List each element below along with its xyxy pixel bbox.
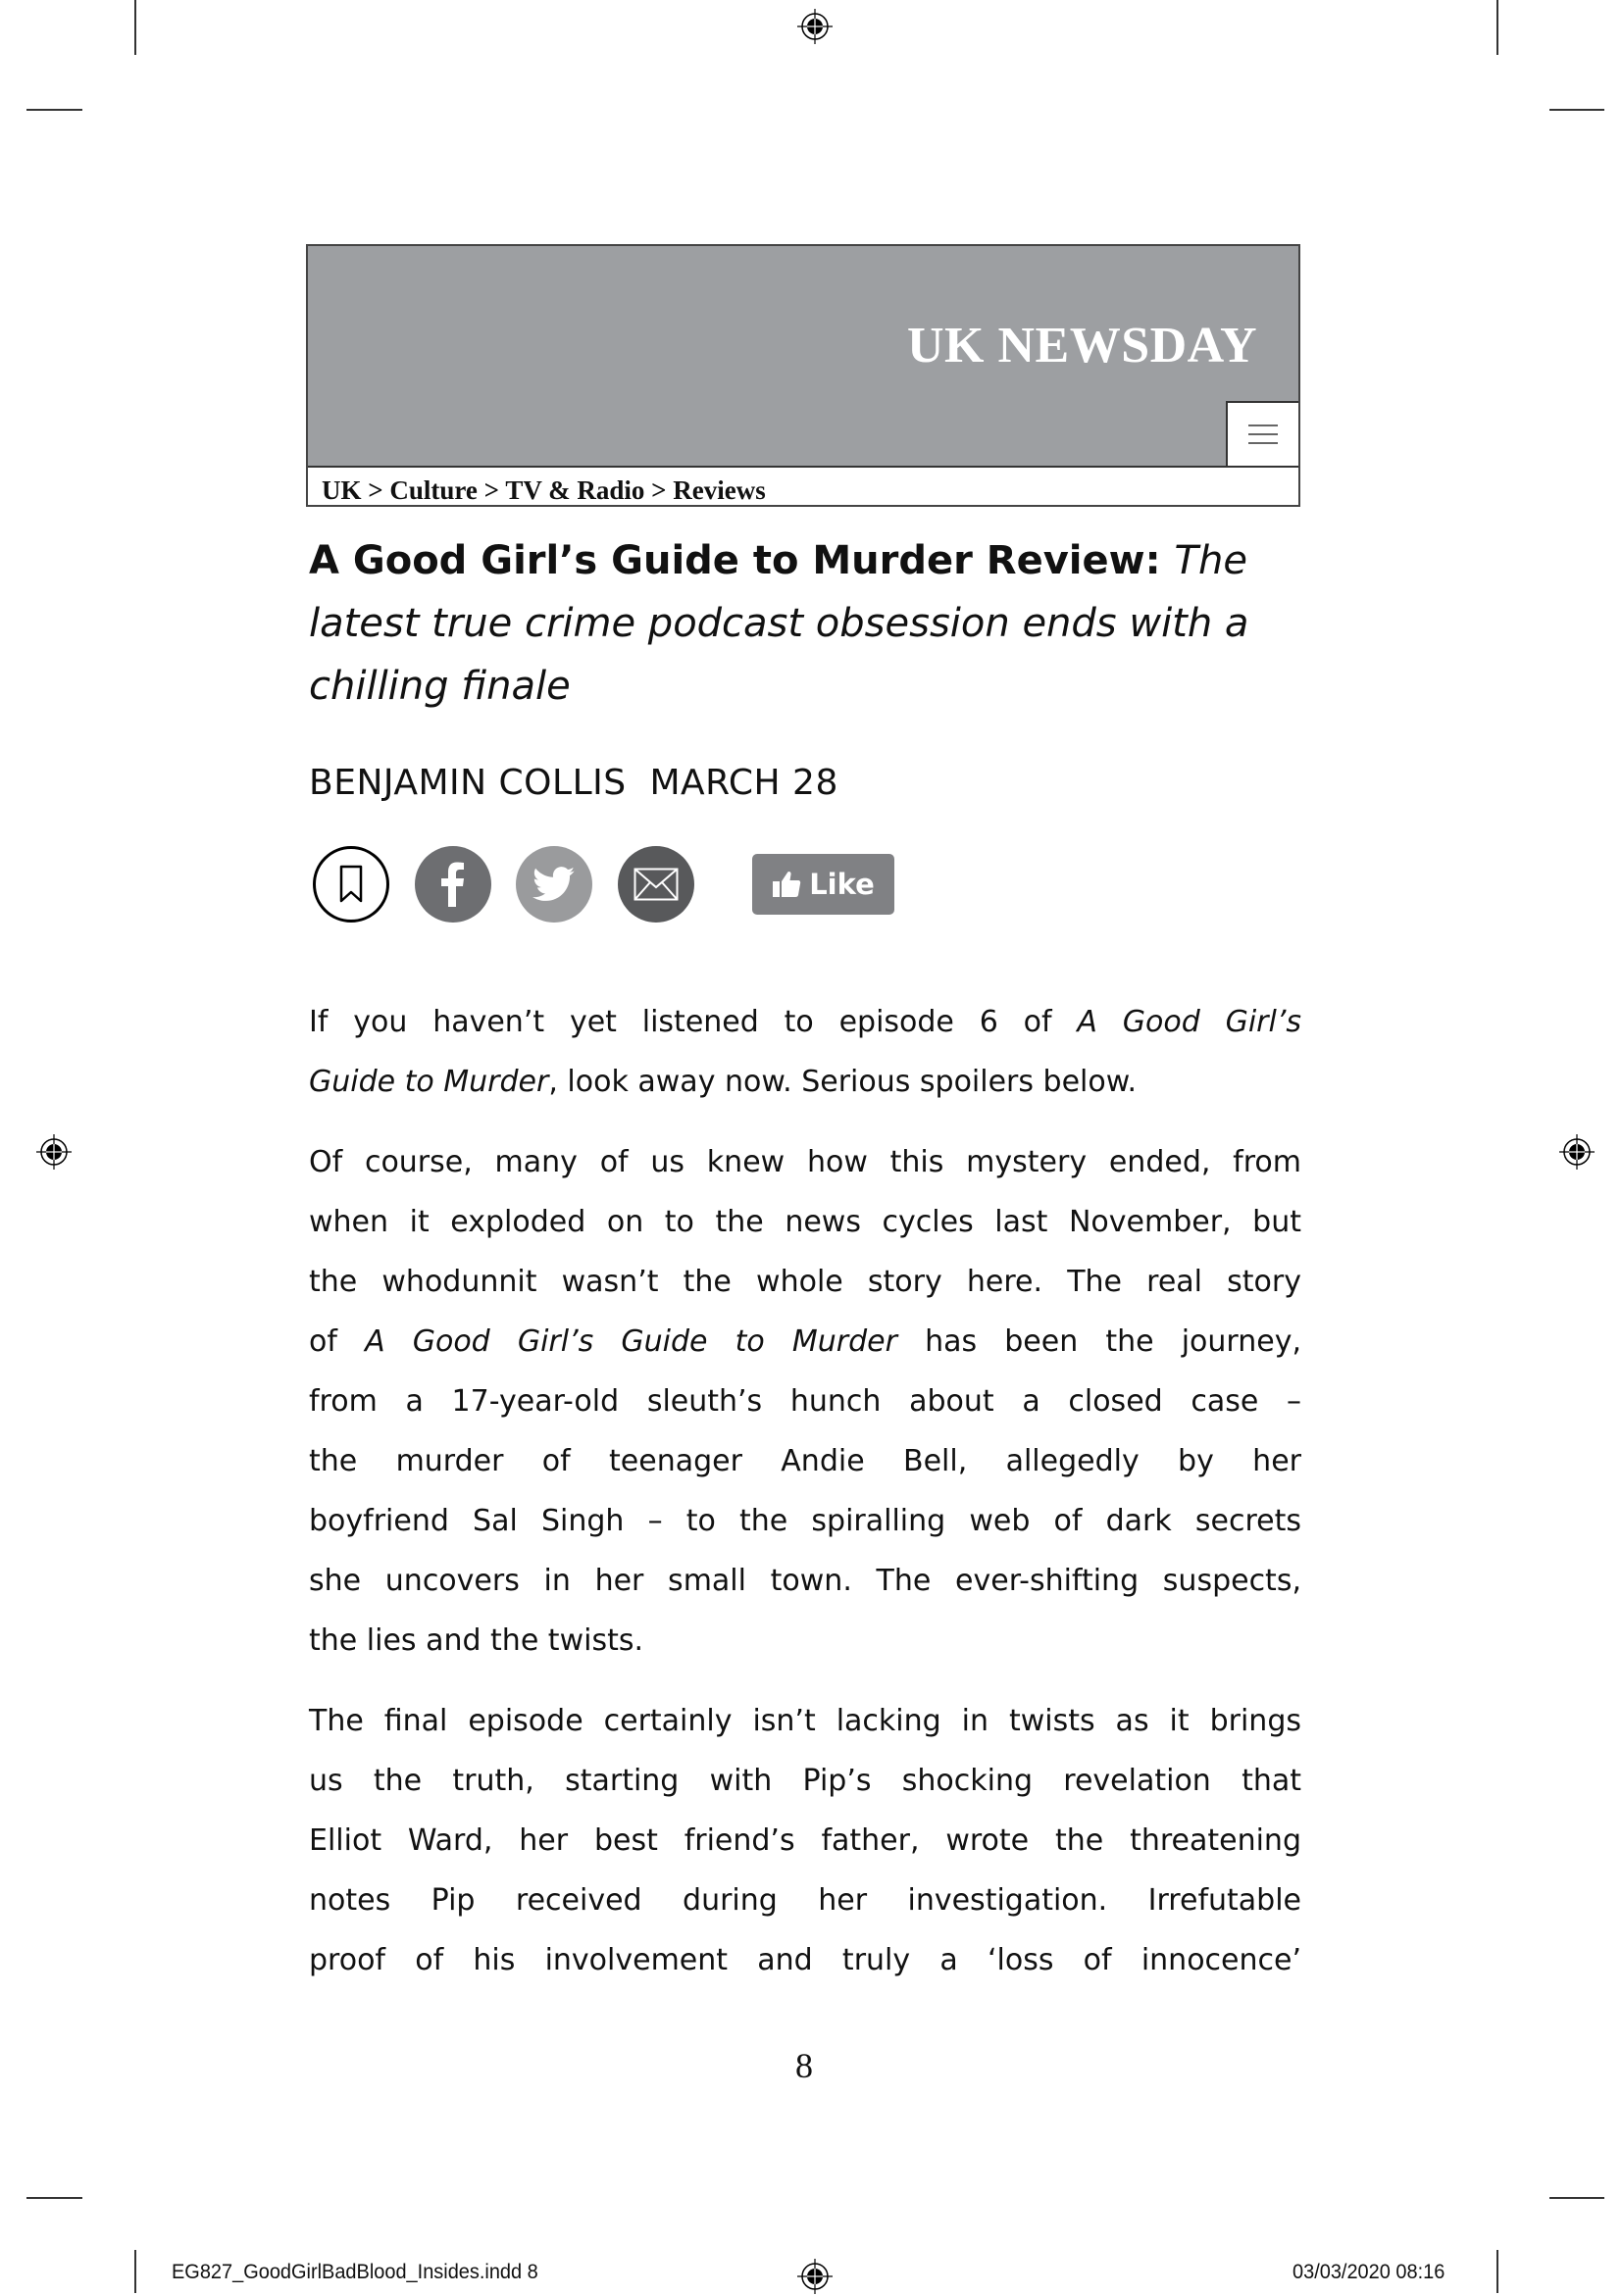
title-subtitle: chilling finale — [309, 664, 571, 709]
text-line — [309, 1372, 1301, 1431]
file-slug: EG827_GoodGirlBadBlood_Insides.indd 8 — [172, 2261, 538, 2283]
masthead-banner — [308, 246, 1298, 468]
text-segment: If you haven’t yet listened to episode 6 of — [309, 1005, 1078, 1039]
crop-mark — [1549, 2197, 1604, 2199]
twitter-share-button[interactable] — [516, 846, 592, 923]
print-datetime: 03/03/2020 08:16 — [1293, 2261, 1445, 2283]
title-reference: A Good Girl’s — [1077, 1005, 1301, 1039]
text-segment: the lies and the twists. — [309, 1623, 644, 1658]
bookmark-icon — [338, 865, 364, 904]
article-body — [309, 992, 1301, 2011]
text-segment: boyfriend Sal Singh – to the spiralling web of dark secrets — [309, 1504, 1301, 1538]
text-line — [309, 1431, 1301, 1491]
text-line — [309, 1871, 1301, 1930]
text-segment: from a 17-year-old sleuth’s hunch about a closed case – — [309, 1384, 1301, 1419]
twitter-icon — [532, 867, 576, 902]
title-reference: A Good Girl’s Guide to Murder — [365, 1324, 897, 1359]
text-line — [309, 1611, 1301, 1671]
title-reference: Guide to Murder — [309, 1065, 549, 1099]
email-icon — [634, 868, 679, 901]
hamburger-icon — [1248, 424, 1278, 445]
thumbs-up-icon — [772, 870, 801, 899]
text-line — [309, 1132, 1301, 1192]
text-line — [309, 1052, 1301, 1112]
text-segment: The final episode certainly isn’t lacking in twists as it brings — [309, 1704, 1301, 1738]
breadcrumb-separator: > — [483, 475, 500, 505]
text-line — [309, 1252, 1301, 1312]
menu-button[interactable] — [1226, 401, 1298, 466]
crop-mark — [134, 0, 136, 55]
like-button[interactable] — [752, 854, 894, 915]
text-line — [309, 992, 1301, 1052]
breadcrumb — [322, 475, 766, 506]
breadcrumb-culture[interactable]: Culture — [389, 475, 478, 505]
text-line — [309, 1691, 1301, 1751]
text-segment: has been the journey, — [896, 1324, 1301, 1359]
page-number: 8 — [795, 2046, 813, 2085]
text-line — [309, 1551, 1301, 1611]
text-line — [309, 1930, 1301, 1990]
registration-mark-icon — [795, 2257, 835, 2296]
title-subtitle: latest true crime podcast obsession ends with a — [309, 601, 1249, 646]
breadcrumb-uk[interactable]: UK — [322, 475, 362, 505]
crop-mark — [134, 2250, 136, 2293]
crop-mark — [26, 109, 82, 111]
title-line — [309, 655, 1309, 718]
crop-mark — [1496, 0, 1498, 55]
site-logo[interactable]: UK NEWSDAY — [906, 318, 1257, 374]
text-line — [309, 1312, 1301, 1372]
text-segment: Of course, many of us knew how this mystery ended, from — [309, 1145, 1301, 1179]
text-segment: proof of his involvement and truly a ‘loss of innocence’ — [309, 1943, 1301, 1977]
text-segment: when it exploded on to the news cycles last November, but — [309, 1205, 1301, 1239]
text-line — [309, 1192, 1301, 1252]
breadcrumb-separator: > — [651, 475, 667, 505]
paragraph — [309, 992, 1301, 1112]
crop-mark — [1496, 2250, 1498, 2293]
text-segment: she uncovers in her small town. The ever-shifting suspects, — [309, 1564, 1301, 1598]
text-segment: of — [309, 1324, 366, 1359]
article-title — [309, 529, 1309, 718]
author-name[interactable]: BENJAMIN COLLIS — [309, 763, 627, 803]
facebook-icon — [441, 862, 465, 907]
text-segment: Elliot Ward, her best friend’s father, wrote the threatening — [309, 1823, 1301, 1858]
breadcrumb-reviews[interactable]: Reviews — [673, 475, 766, 505]
crop-mark — [1549, 109, 1604, 111]
paragraph — [309, 1691, 1301, 1990]
title-headline: A Good Girl’s Guide to Murder Review: — [309, 538, 1175, 583]
registration-mark-icon — [795, 7, 835, 46]
facebook-share-button[interactable] — [415, 846, 491, 923]
text-segment: the whodunnit wasn’t the whole story here. The real story — [309, 1265, 1301, 1299]
site-header — [306, 244, 1300, 507]
text-line — [309, 1491, 1301, 1551]
byline — [309, 763, 838, 803]
crop-mark — [26, 2197, 82, 2199]
bookmark-button[interactable] — [313, 846, 389, 923]
text-segment: , look away now. Serious spoilers below. — [548, 1065, 1138, 1099]
breadcrumb-separator: > — [368, 475, 383, 505]
text-segment: the murder of teenager Andie Bell, allegedly by her — [309, 1444, 1301, 1478]
registration-mark-icon — [34, 1132, 74, 1172]
text-segment: notes Pip received during her investigation. Irrefutable — [309, 1883, 1301, 1918]
email-share-button[interactable] — [618, 846, 694, 923]
text-line — [309, 1811, 1301, 1871]
title-subtitle: The — [1174, 538, 1247, 583]
paragraph — [309, 1132, 1301, 1671]
text-segment: us the truth, starting with Pip’s shocking revelation that — [309, 1764, 1301, 1798]
title-line — [309, 529, 1309, 592]
breadcrumb-tv-radio[interactable]: TV & Radio — [505, 475, 645, 505]
like-label: Like — [809, 868, 875, 901]
text-line — [309, 1751, 1301, 1811]
registration-mark-icon — [1557, 1132, 1597, 1172]
publish-date: MARCH 28 — [649, 763, 838, 803]
title-line — [309, 592, 1309, 655]
